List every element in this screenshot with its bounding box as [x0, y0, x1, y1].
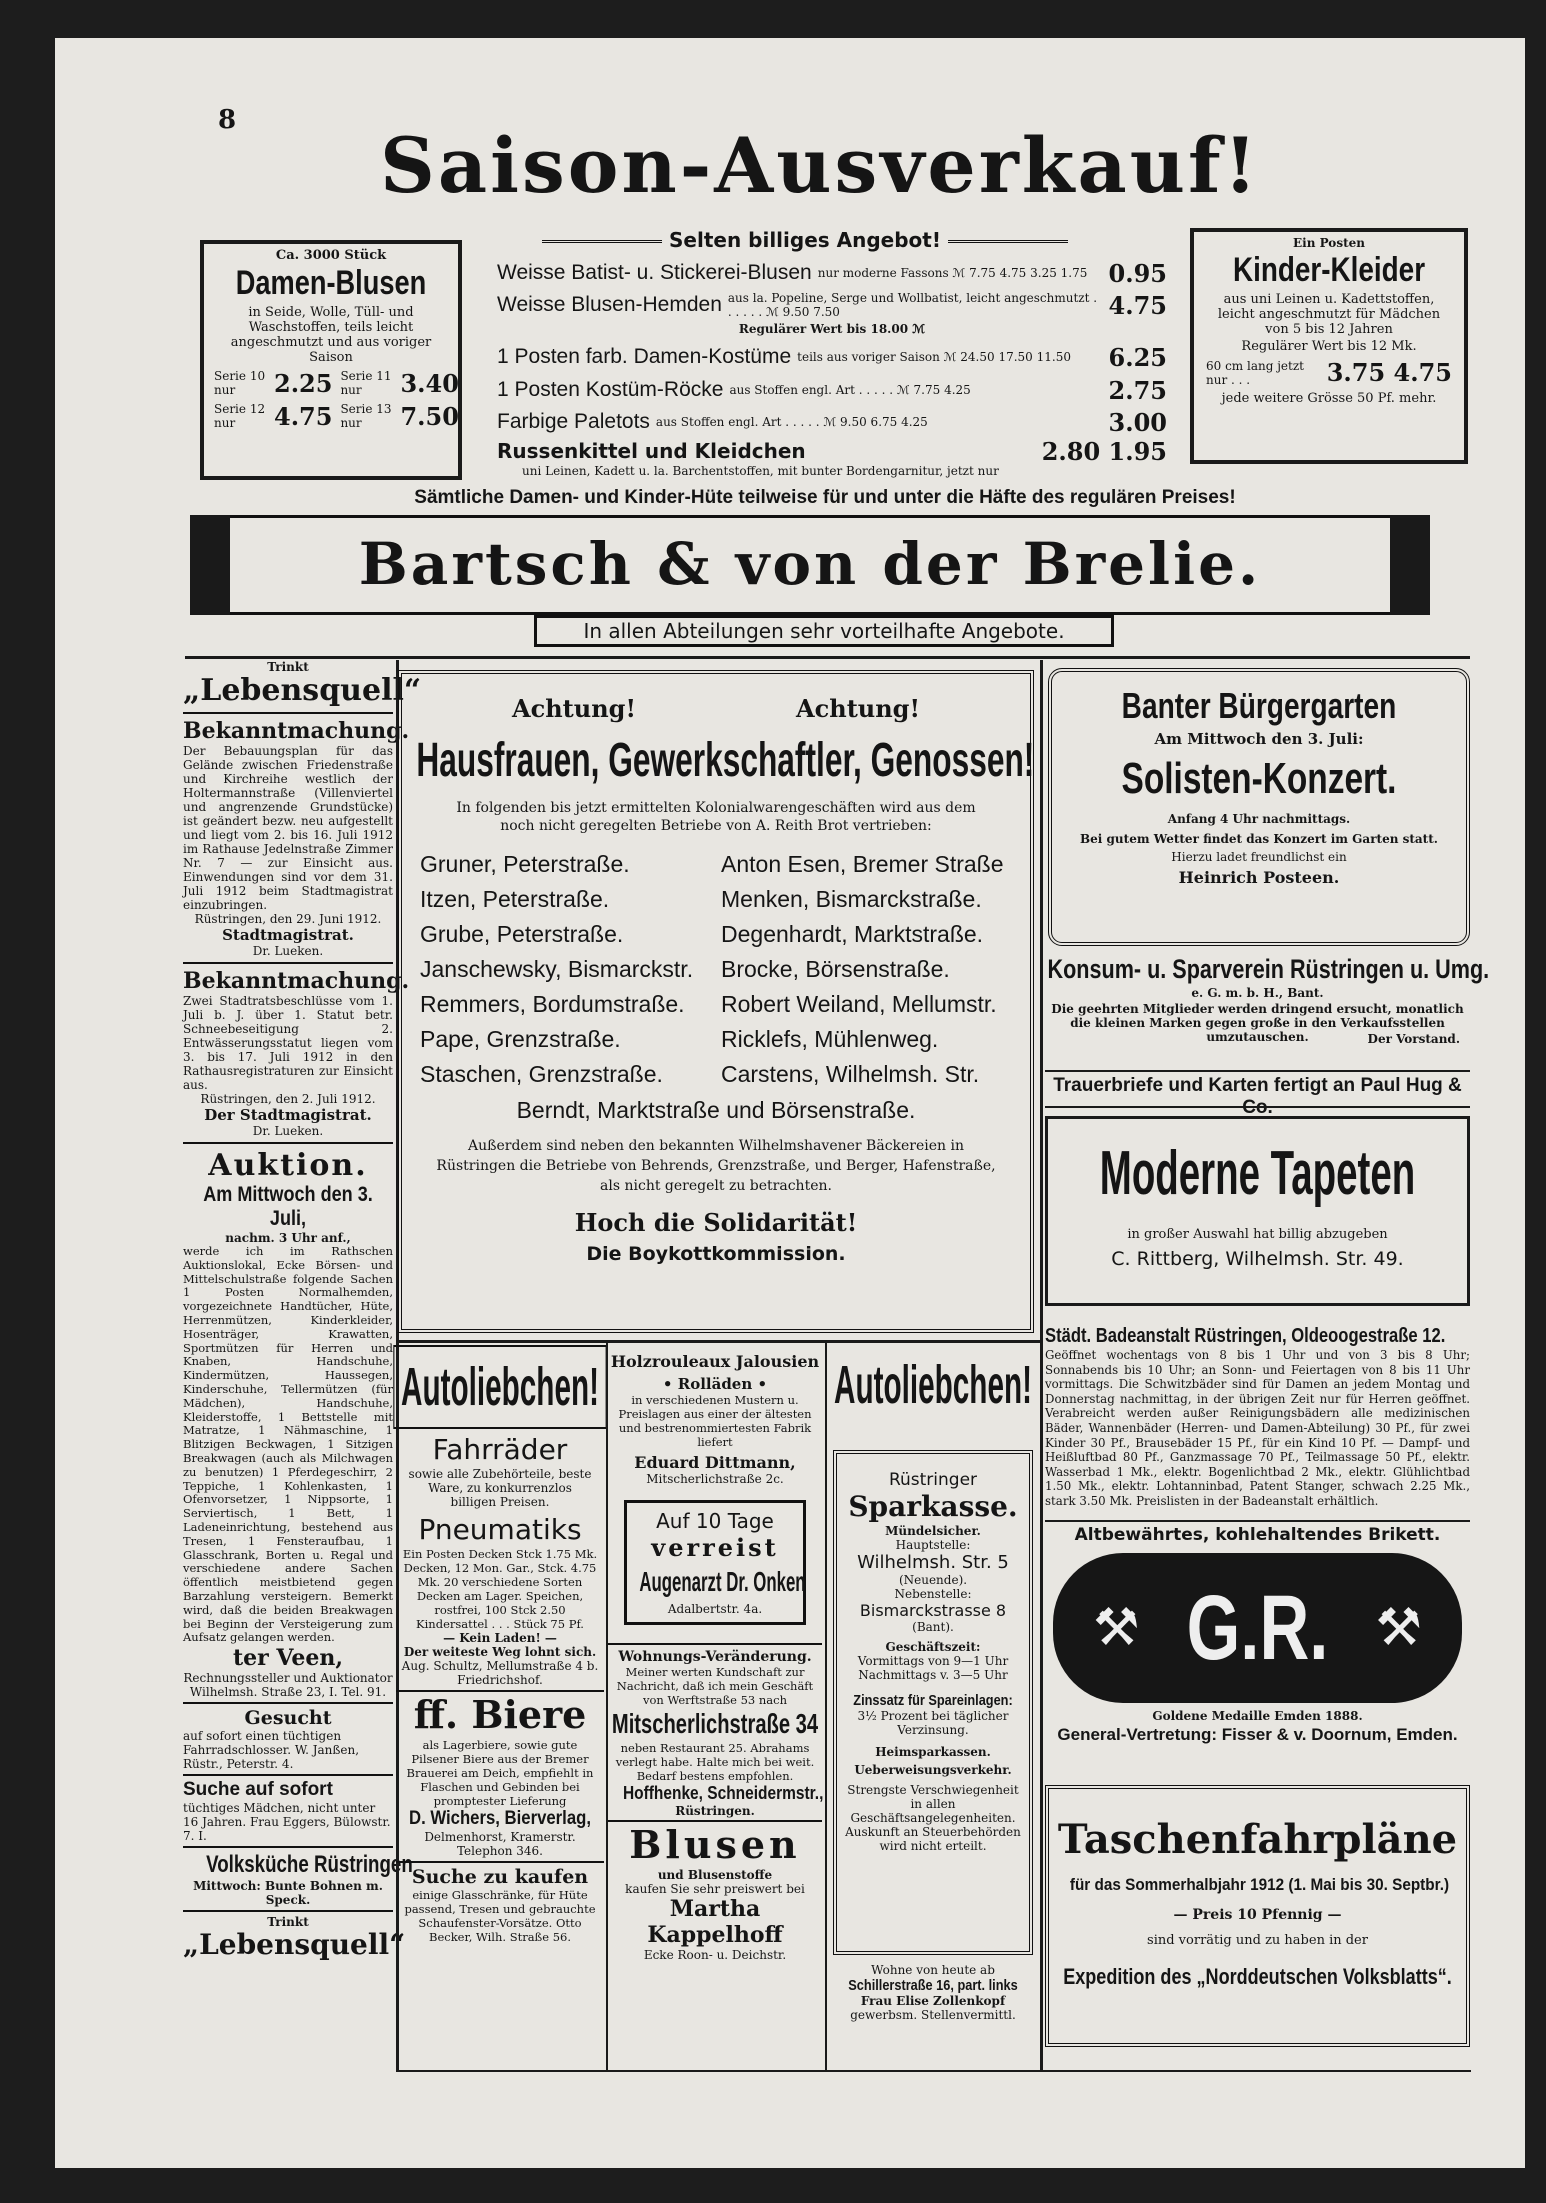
suche-kaufen-title: Suche zu kaufen	[411, 1866, 589, 1888]
holz-title: Holzrouleaux Jalousien	[610, 1352, 820, 1371]
series-12: Serie 12 nur 4.75	[214, 402, 333, 431]
bekanntmachung-1-name: Dr. Lueken.	[252, 944, 324, 958]
brikett-head: Altbewährtes, kohlehaltendes Brikett.	[1074, 1525, 1441, 1545]
auktion-date: Am Mittwoch den 3. Juli,	[203, 1183, 373, 1230]
brikett-agency: General-Vertretung: Fisser & v. Doornum, Emden.	[1057, 1725, 1458, 1744]
banter-host: Heinrich Posteen.	[1178, 868, 1340, 887]
bekanntmachung-2-title: Bekanntmachung.	[183, 968, 410, 994]
company-subline: In allen Abteilungen sehr vorteilhafte Angebote.	[534, 615, 1114, 647]
blusen-desc: in Seide, Wolle, Tüll- und Waschstoffen, teils leicht angeschmutzt und aus voriger Saison	[230, 305, 432, 365]
sparkasse-zeit-1: Vormittags von 9—1 Uhr	[857, 1654, 1009, 1668]
konsum-text: Die geehrten Mitglieder werden dringend ersucht, monatlich die kleinen Marken gegen große in den Verkaufsstellen umzutauschen.	[1051, 1002, 1464, 1044]
schultz-addr: Aug. Schultz, Mellumstraße 4 b. Friedrichshof.	[396, 1659, 604, 1692]
sparkasse-neben-addr: Bismarckstrasse 8	[859, 1601, 1007, 1620]
bekanntmachung-1-date: Rüstringen, den 29. Juni 1912.	[194, 912, 382, 926]
tapeten-title: Moderne Tapeten	[1099, 1139, 1416, 1208]
sparkasse-title: Sparkasse.	[848, 1490, 1018, 1523]
fahrplan-title: Taschenfahrpläne	[1057, 1816, 1458, 1863]
arzt-name: Augenarzt Dr. Onken	[639, 1566, 806, 1597]
blusen-series-grid	[204, 367, 458, 433]
sparkasse-neben: Nebenstelle:	[894, 1587, 972, 1601]
sparkasse-haupt: Hauptstelle:	[895, 1538, 971, 1552]
kappelhoff-name: Martha Kappelhoff	[647, 1896, 783, 1948]
tapeten-box	[1045, 1116, 1470, 1306]
sparkasse-zeit: Geschäftszeit:	[885, 1640, 981, 1654]
shop-item: Brocke, Börsenstraße.	[721, 956, 950, 982]
auto-column-1	[396, 1345, 604, 1944]
kinder-head: Ein Posten	[1293, 236, 1365, 250]
konsum-title: Konsum- u. Sparverein Rüstringen u. Umg.	[1047, 954, 1490, 984]
tapeten-firm: C. Rittberg, Wilhelmsh. Str. 49.	[1111, 1248, 1404, 1270]
auto-title-1: Autoliebchen!	[393, 1345, 606, 1429]
konsum-sign: Der Vorstand.	[1367, 1032, 1460, 1046]
offer-row-detail: uni Leinen, Kadett u. la. Barchentstoffen, mit bunter Bordengarnitur, jetzt nur	[522, 464, 999, 478]
boycott-headline: Hausfrauen, Gewerkschaftler, Genossen!	[416, 734, 1035, 787]
shop-item: Itzen, Peterstraße.	[420, 886, 610, 912]
pneumatiks-text: Ein Posten Decken Stck 1.75 Mk. Decken, 12 Mon. Gar., Stck. 4.75 Mk. 20 verschiedene Sorten Decken am Lager. Speichen, rostfrei, 100 Stck 2.50 Kindersattel . . . Stück 75 Pf.	[402, 1547, 598, 1631]
sparkasse-column	[827, 1345, 1039, 1425]
banter-title: Banter Bürgergarten	[1121, 685, 1397, 726]
divider	[396, 1340, 1041, 1343]
offer-row: Regulärer Wert bis 18.00 ℳ	[738, 322, 926, 336]
rollaeden: • Rolläden •	[662, 1375, 768, 1393]
boycott-intro: In folgenden bis jetzt ermittelten Kolonialwarengeschäften wird aus dem noch nicht geregelten Betriebe von A. Reith Brot vertrieben:	[456, 800, 976, 834]
auktion-time: nachm. 3 Uhr anf.,	[225, 1231, 351, 1245]
trauer-ad: Trauerbriefe und Karten fertigt an Paul Hug & Co.	[1053, 1075, 1462, 1118]
sparkasse-safe: Mündelsicher.	[885, 1524, 981, 1538]
shop-item: Janschewsky, Bismarckstr.	[420, 956, 694, 982]
dittmann-addr: Mitscherlichstraße 2c.	[646, 1472, 784, 1486]
hats-line: Sämtliche Damen- und Kinder-Hüte teilweise für und unter die Häfte des regulären Preises!	[414, 487, 1236, 508]
company-name: Bartsch & von der Brelie.	[358, 530, 1262, 598]
konsum-sub: e. G. m. b. H., Bant.	[1191, 986, 1324, 1000]
bekanntmachung-1-sign: Stadtmagistrat.	[222, 926, 354, 944]
suche-text: tüchtiges Mädchen, nicht unter 16 Jahren. Frau Eggers, Bülowstr. 7. I.	[183, 1801, 391, 1844]
bottom-rule	[396, 2070, 1471, 2072]
series-13: Serie 13 nur 7.50	[340, 402, 459, 431]
verreist-box	[624, 1500, 806, 1625]
suche-kaufen-text: einige Glasschränke, für Hüte passend, Tresen und gebrauchte Schaufenster-Vorsätze. Otto Becker, Wilh. Straße 56.	[404, 1888, 596, 1944]
shop-item: Anton Esen, Bremer Straße	[721, 851, 1004, 877]
boycott-note: Außerdem sind neben den bekannten Wilhelmshavener Bäckereien in Rüstringen die Betriebe von Behrends, Grenzstraße, und Berger, Hafenstraße, als nicht geregelt zu betrachten.	[436, 1138, 996, 1194]
sparkasse-haupt-area: (Neuende).	[898, 1573, 968, 1587]
pneumatiks-title: Pneumatiks	[418, 1513, 582, 1546]
fahrplan-price: — Preis 10 Pfennig —	[1173, 1907, 1342, 1923]
sparkasse-zins-text: 3½ Prozent bei täglicher Verzinsung.	[857, 1709, 1009, 1737]
lebensquell-ad-2: „Lebensquell“	[183, 1928, 406, 1962]
sparkasse-neben-area: (Bant).	[912, 1620, 954, 1634]
bekanntmachung-2-sign: Der Stadtmagistrat.	[204, 1106, 372, 1124]
bad-text: Geöffnet wochentags von 8 bis 1 Uhr und von 3 bis 8 Uhr; Sonnabends bis 10 Uhr; an Sonn- und Feiertagen von 8 bis 11 Uhr vormittags. Die Schwitzbäder sind für Damen an jedem Montag und Donnerstag nachmittag, in der übrigen Zeit nur für Herren geöffnet. Verabreicht werden außer Reinigungsbädern alle medizinischen Bäder, Wannenbäder (Herren- und Damen-Abteilung) 30 Pf., für zwei Kinder 30 Pf., Brausebäder 15 Pf., für ein Kind 10 Pf. — Dampf- und Heißluftbad 80 Pf., Ganzmassage 70 Pf., Teilmassage 50 Pf., elektr. Wasserbad 1 Mk., elektr. Bogenlichtbad 2 Mk., elektr. Glühlichtbad 1.50 Mk., elektr. Lohtanninbad, Patent Stanger, schwach 2.25 Mk., stark 3.50 Mk. Preislisten in der Badeanstalt erhältlich.	[1045, 1348, 1470, 1508]
shop-last: Berndt, Marktstraße und Börsenstraße.	[516, 1097, 916, 1123]
offers-list	[497, 258, 1167, 478]
page-title: Saison-Ausverkauf!	[379, 121, 1261, 210]
bekanntmachung-2-date: Rüstringen, den 2. Juli 1912.	[200, 1092, 376, 1106]
wohnung-text-2: neben Restaurant 25. Abrahams verlegt habe. Halte mich bei weit. Bedarf bestens empfohlen.	[615, 1741, 815, 1783]
holz-text: in verschiedenen Mustern u. Preislagen aus einer der ältesten und bestrenommiertesten Fabrik liefert	[618, 1393, 812, 1449]
trinkt-label-2: Trinkt	[267, 1915, 309, 1930]
blusen-text: kaufen Sie sehr preiswert bei	[625, 1882, 805, 1896]
solidarity-line: Hoch die Solidarität!	[574, 1208, 858, 1237]
zollenkopf-ad	[827, 1963, 1039, 2022]
trinkt-label: Trinkt	[267, 660, 309, 674]
volkskueche-sub: Mittwoch: Bunte Bohnen m. Speck.	[193, 1879, 383, 1908]
sparkasse-heim: Heimsparkassen.	[875, 1745, 991, 1759]
sparkasse-secret: Strengste Verschwiegenheit in allen Geschäftsangelegenheiten. Auskunft an Steuerbehörden wird nicht erteilt.	[845, 1783, 1021, 1853]
offer-subtitle: Selten billiges Angebot!	[495, 228, 1115, 252]
blusen-title: Damen-Blusen	[235, 264, 427, 302]
left-column	[183, 660, 422, 1962]
brikett-medal: Goldene Medaille Emden 1888.	[1152, 1709, 1363, 1723]
bekanntmachung-1-title: Bekanntmachung.	[183, 718, 410, 744]
brikett-ad	[1045, 1525, 1470, 1745]
banter-start: Anfang 4 Uhr nachmittags.	[1167, 812, 1351, 826]
shop-item: Gruner, Peterstraße.	[420, 851, 630, 877]
bekanntmachung-2-name: Dr. Lueken.	[252, 1124, 324, 1138]
banner-shade-right	[1390, 515, 1430, 615]
sparkasse-ueber: Ueberweisungsverkehr.	[854, 1763, 1012, 1777]
shop-item: Ricklefs, Mühlenweg.	[721, 1026, 939, 1052]
blusen-sub: und Blusenstoffe	[657, 1868, 773, 1882]
divider	[185, 656, 1470, 659]
hammer-icon: ⚒	[1375, 1598, 1422, 1658]
kinder-kleider-box	[1190, 228, 1468, 464]
banter-box	[1048, 668, 1470, 946]
achtung-right: Achtung!	[796, 694, 920, 723]
offer-row: Weisse Blusen-Hemden aus la. Popeline, Serge und Wollbatist, leicht angeschmutzt . . . . . . ℳ 9.50 7.50 4.75	[497, 290, 1167, 320]
banter-date: Am Mittwoch den 3. Juli:	[1154, 730, 1364, 748]
tapeten-sub: in großer Auswahl hat billig abzugeben	[1127, 1227, 1388, 1242]
auktionator-sub: Rechnungssteller und Auktionator Wilhelmsh. Straße 23, I. Tel. 91.	[183, 1671, 393, 1700]
kinder-title: Kinder-Kleider	[1232, 251, 1426, 289]
lebensquell-ad: „Lebensquell“	[183, 673, 422, 708]
shop-item: Menken, Bismarckstraße.	[721, 886, 982, 912]
offer-row: 1 Posten Kostüm-Röcke aus Stoffen engl. Art . . . . . ℳ 7.75 4.25 2.75	[497, 375, 1167, 405]
fahrplan-season: für das Sommerhalbjahr 1912 (1. Mai bis 30. Septbr.)	[1069, 1875, 1450, 1894]
kappelhoff-addr: Ecke Roon- u. Deichstr.	[643, 1948, 787, 1962]
offer-row: Russenkittel und Kleidchen 2.80 1.95	[497, 436, 1167, 466]
zollenkopf-job: gewerbsm. Stellenvermittl.	[850, 2008, 1016, 2022]
fahrplan-avail: sind vorrätig und zu haben in der	[1147, 1933, 1368, 1948]
divider	[1045, 1070, 1470, 1072]
sparkasse-haupt-addr: Wilhelmsh. Str. 5	[857, 1552, 1009, 1573]
wohne-addr: Schillerstraße 16, part. links	[848, 1977, 1018, 1994]
bad-title: Städt. Badeanstalt Rüstringen, Oldeoogestraße 12.	[1045, 1325, 1446, 1347]
wohnung-text: Meiner werten Kundschaft zur Nachricht, daß ich mein Geschäft von Werftstraße 53 nach	[616, 1665, 814, 1707]
gesucht-title: Gesucht	[244, 1707, 332, 1730]
series-11: Serie 11 nur 3.40	[340, 369, 459, 398]
achtung-left: Achtung!	[512, 694, 636, 723]
wohnung-title: Wohnungs-Veränderung.	[618, 1649, 812, 1665]
verreist-line-1: Auf 10 Tage	[656, 1509, 774, 1533]
shop-item: Carstens, Wilhelmsh. Str.	[721, 1061, 980, 1087]
banter-invite: Hierzu ladet freundlichst ein	[1171, 850, 1347, 864]
achtung-row	[402, 674, 1030, 723]
kinder-value: Regulärer Wert bis 12 Mk.	[1241, 339, 1417, 354]
banter-concert: Solisten-Konzert.	[1121, 754, 1397, 803]
damen-blusen-box	[200, 240, 462, 480]
column-rule	[825, 1340, 827, 2070]
shop-item: Robert Weiland, Mellumstr.	[721, 991, 997, 1017]
biere-text: als Lagerbiere, sowie gute Pilsener Biere aus der Bremer Brauerei am Deich, empfiehlt in Flaschen und Gebinden bei promptester Lieferung	[406, 1738, 594, 1808]
auktion-text: werde ich im Rathschen Auktionslokal, Ecke Börsen- und Mittelschulstraße folgende Sachen 1 Posten Normalhemden, vorgezeichnete Handtücher, Hüte, Herrenmützen, Kinderkleider, Hosenträger, Krawatten, Sportmützen für Herren und Knaben, Handschuhe, Kindermützen, Haussegen, Kinderschuhe, Tellermützen (für Mädchen), Handschuhe, Kleiderstoffe, 1 Bettstelle mit Matratze, 1 Nähmaschine, 1 Blitzigen Beckwagen, 1 Sitzigen Breakwagen (auch als Milchwagen zu benutzen) 1 Pferdegeschirr, 2 Teppiche, 1 Kohlenkasten, 1 Ofenvorsetzer, 1 Nippsorte, 1 Serviertisch, 1 Bett, 1 Ladeneinrichtung, bestehend aus Tresen, 1 Fensteraufbau, 1 Glasschrank, Borten u. Regal und verschiedene andere Sachen öffentlich meistbietend gegen Barzahlung versteigern. Bemerkt wird, daß die beiden Breakwagen bei Beginn der Versteigerung zum Aufsatz gelangen werden.	[183, 1244, 393, 1645]
bekanntmachung-2-text: Zwei Stadtratsbeschlüsse vom 1. Juli b. J. über 1. Statut betr. Schneebeseitigung 2. Entwässerungsstatut liegen vom 3. bis 17. Juli 1912 in den Rathausregistraturen zur Einsicht aus.	[183, 994, 393, 1092]
divider	[1045, 1520, 1470, 1522]
blusen-title: Blusen	[629, 1822, 801, 1867]
banner-shade-left	[190, 515, 230, 615]
wohnung-street: Mitscherlichstraße 34	[611, 1708, 819, 1739]
fahrraeder-text: sowie alle Zubehörteile, beste Ware, zu konkurrenzlos billigen Preisen.	[408, 1467, 592, 1509]
wichers-name: D. Wichers, Bierverlag,	[409, 1808, 591, 1829]
boycott-box	[398, 670, 1034, 1333]
auktionator-name: ter Veen,	[232, 1645, 344, 1672]
bad-ad	[1045, 1325, 1470, 1509]
weg-lohnt: Der weiteste Weg lohnt sich.	[403, 1645, 597, 1659]
auktion-title: Auktion.	[208, 1148, 368, 1183]
holz-column	[608, 1352, 822, 1962]
sparkasse-zeit-2: Nachmittags v. 3—5 Uhr	[858, 1668, 1008, 1682]
zollenkopf-name: Frau Elise Zollenkopf	[860, 1994, 1006, 2008]
hoffhenke-city: Rüstringen.	[608, 1804, 822, 1822]
fahrplan-expedition: Expedition des „Norddeutschen Volksblatts“.	[1063, 1964, 1452, 1989]
kinder-extra: jede weitere Grösse 50 Pf. mehr.	[1221, 391, 1437, 406]
biere-title: ff. Biere	[413, 1692, 587, 1737]
fahrraeder-title: Fahrräder	[432, 1433, 568, 1466]
hammer-icon: ⚒	[1093, 1598, 1140, 1658]
shop-item: Pape, Grenzstraße.	[420, 1026, 621, 1052]
shop-item: Grube, Peterstraße.	[420, 921, 624, 947]
shop-item: Staschen, Grenzstraße.	[420, 1061, 663, 1087]
gesucht-text: auf sofort einen tüchtigen Fahrradschlosser. W. Janßen, Rüstr., Peterstr. 4.	[183, 1729, 360, 1772]
page-number: 8	[218, 105, 237, 135]
arzt-addr: Adalbertstr. 4a.	[667, 1602, 763, 1616]
volkskueche-title: Volksküche Rüstringen	[206, 1851, 413, 1879]
wichers-addr: Delmenhorst, Kramerstr. Telephon 346.	[396, 1830, 604, 1863]
sparkasse-city: Rüstringer	[888, 1470, 978, 1490]
auto-title-2: Autoliebchen!	[834, 1355, 1032, 1415]
shops-left	[420, 847, 711, 1092]
blusen-count: Ca. 3000 Stück	[275, 248, 387, 263]
offer-row: 1 Posten farb. Damen-Kostüme teils aus voriger Saison ℳ 24.50 17.50 11.50 6.25	[497, 342, 1167, 372]
boycott-shops	[402, 841, 1030, 1092]
offer-row: Farbige Paletots aus Stoffen engl. Art . . . . . ℳ 9.50 6.75 4.25 3.00	[497, 407, 1167, 437]
kein-laden: — Kein Laden! —	[443, 1631, 557, 1645]
boycott-sign: Die Boykottkommission.	[586, 1243, 846, 1265]
verreist-line-2: verreist	[651, 1533, 779, 1562]
series-10: Serie 10 nur 2.25	[214, 369, 333, 398]
shops-right	[711, 847, 1012, 1092]
sparkasse-box	[833, 1450, 1033, 1955]
divider	[1045, 1106, 1470, 1108]
shop-item: Degenhardt, Marktstraße.	[721, 921, 984, 947]
konsum-ad	[1045, 952, 1490, 1046]
offer-row: Weisse Batist- u. Stickerei-Blusen nur moderne Fassons ℳ 7.75 4.75 3.25 1.75 0.95	[497, 258, 1167, 288]
hoffhenke-name: Hoffhenke, Schneidermstr.,	[622, 1783, 824, 1803]
sparkasse-zins: Zinssatz für Spareinlagen:	[853, 1692, 1013, 1709]
suche-title: Suche auf sofort	[183, 1779, 333, 1801]
kinder-desc: aus uni Leinen u. Kadettstoffen, leicht angeschmutzt für Mädchen von 5 bis 12 Jahren	[1217, 292, 1441, 337]
brikett-logo	[1053, 1553, 1462, 1703]
shop-item: Remmers, Bordumstraße.	[420, 991, 685, 1017]
kinder-price-row: 60 cm lang jetzt nur . . . 3.75 4.75	[1206, 358, 1452, 387]
fahrplan-box	[1045, 1785, 1470, 2047]
banter-note: Bei gutem Wetter findet das Konzert im Garten statt.	[1080, 832, 1438, 846]
brikett-logo-text: G.R.	[1186, 1576, 1329, 1679]
bekanntmachung-1-text: Der Bebauungsplan für das Gelände zwischen Friedenstraße und Kirchreihe westlich der Holtermannstraße (Villenviertel und angrenzende Grundstücke) ist geändert bezw. neu aufgestellt und liegt vom 2. bis 16. Juli 1912 im Rathause Jedelnstraße Zimmer Nr. 7 — zur Einsicht aus. Einwendungen sind vor dem 31. Juli 1912 beim Stadtmagistrat einzubringen.	[183, 744, 393, 912]
dittmann-name: Eduard Dittmann,	[634, 1453, 796, 1472]
wohne-label: Wohne von heute ab	[871, 1963, 995, 1977]
